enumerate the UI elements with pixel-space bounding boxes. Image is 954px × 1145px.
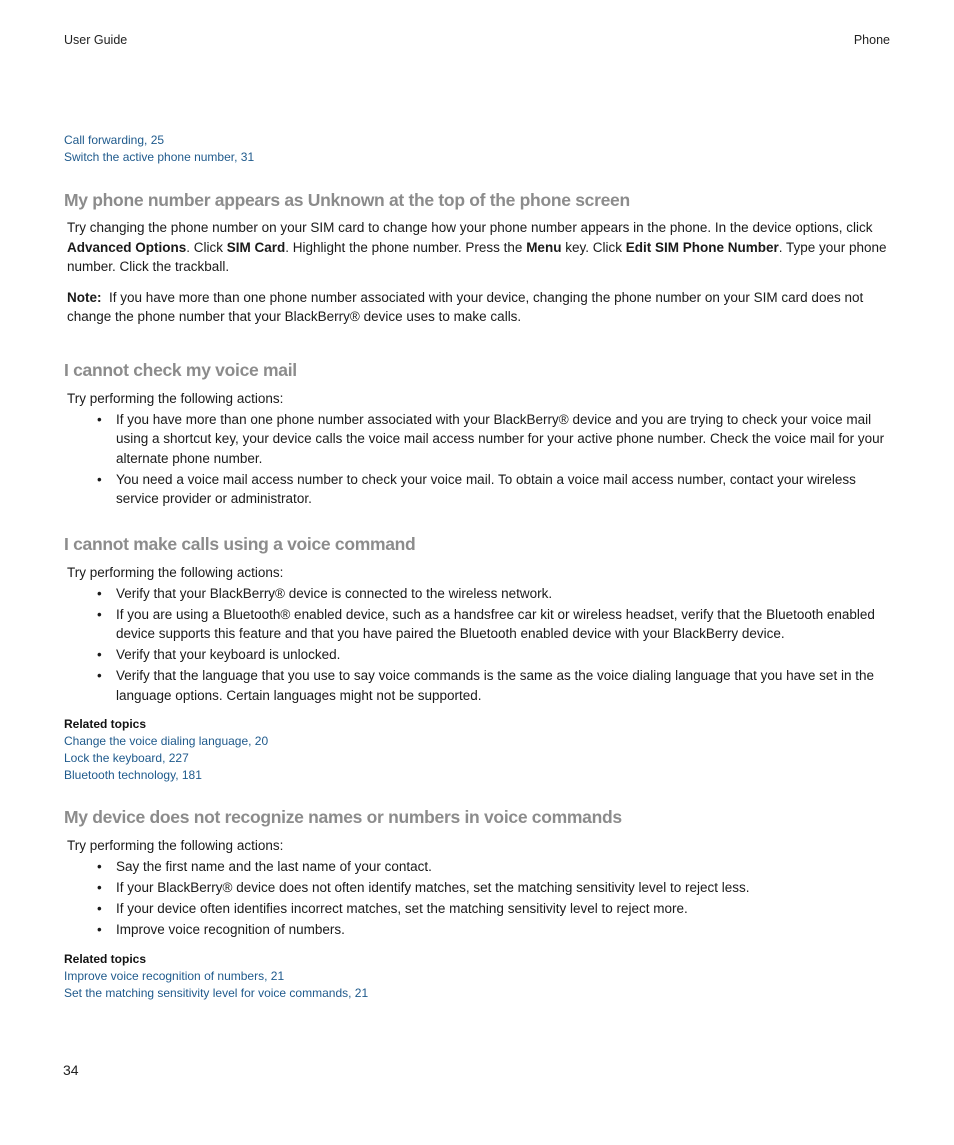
heading-voice-recognition: My device does not recognize names or numbers in voice commands <box>64 807 622 827</box>
list-item <box>64 470 892 509</box>
list-item-text: Say the first name and the last name of your contact. <box>116 859 432 874</box>
related-topics-heading: Related topics <box>64 951 147 966</box>
text: . Click <box>186 239 227 255</box>
list-item <box>64 645 892 665</box>
list-item-text: If you have more than one phone number associated with your BlackBerry® device and you are trying to check your voice mail using a shortcut key, your device calls the voice mail access number for your active phone number. Check the voice mail for your alternate phone number. <box>116 411 885 466</box>
link-change-voice-dialing-language[interactable]: Change the voice dialing language, 20 <box>64 734 269 748</box>
heading-voice-command: I cannot make calls using a voice command <box>64 533 416 554</box>
list-item-text: You need a voice mail access number to check your voice mail. To obtain a voice mail access number, contact your wireless service provider or administrator. <box>116 471 856 506</box>
note-text: If you have more than one phone number associated with your device, changing the phone number on your SIM card does not change the phone number that your BlackBerry® device uses to make calls. <box>67 289 867 324</box>
intro-voice-recognition: Try performing the following actions: <box>67 838 284 853</box>
note-paragraph <box>64 288 892 327</box>
list-item <box>64 410 892 469</box>
paragraph-unknown-number <box>64 218 892 277</box>
bullet: • <box>97 606 102 622</box>
link-improve-voice-recognition[interactable]: Improve voice recognition of numbers, 21 <box>64 968 285 983</box>
related-topics-heading: Related topics <box>64 717 147 731</box>
link-bluetooth-technology[interactable]: Bluetooth technology, 181 <box>64 768 202 782</box>
intro-voice-command: Try performing the following actions: <box>67 564 284 580</box>
list-item-text: If your BlackBerry® device does not often identify matches, set the matching sensitivity level to reject less. <box>116 880 750 895</box>
bullet: • <box>97 471 102 487</box>
heading-voice-mail: I cannot check my voice mail <box>64 359 297 380</box>
list-item <box>64 584 892 604</box>
list-item-text: Verify that your BlackBerry® device is connected to the wireless network. <box>116 585 553 601</box>
text: Try changing the phone number on your SIM card to change how your phone number appears in the phone. In the device options, click <box>67 220 873 235</box>
list-voice-recognition <box>64 857 892 940</box>
list-item-text: Verify that the language that you use to say voice commands is the same as the voice dialing language that you have set in the language options. Certain languages might not be supported. <box>116 668 874 703</box>
list-item-text: Verify that your keyboard is unlocked. <box>116 647 341 662</box>
bullet: • <box>97 922 102 937</box>
heading-unknown-number: My phone number appears as Unknown at the top of the phone screen <box>64 190 630 210</box>
link-lock-keyboard[interactable]: Lock the keyboard, 227 <box>64 751 189 765</box>
page-content <box>64 132 892 1002</box>
list-item <box>64 920 892 940</box>
list-item-text: If your device often identifies incorrect matches, set the matching sensitivity level to reject more. <box>116 901 688 916</box>
bullet: • <box>97 880 102 895</box>
bullet: • <box>97 585 102 601</box>
list-voice-mail <box>64 410 892 509</box>
bold-sim-card: SIM Card <box>226 239 286 255</box>
list-item <box>64 666 892 705</box>
list-item <box>64 605 892 644</box>
bullet: • <box>97 411 102 427</box>
intro-voice-mail: Try performing the following actions: <box>67 390 284 406</box>
bold-menu: Menu <box>526 239 562 255</box>
bold-advanced-options: Advanced Options <box>67 239 187 255</box>
bullet: • <box>97 859 102 874</box>
bullet: • <box>97 647 102 662</box>
bold-edit-sim-number: Edit SIM Phone Number <box>625 239 779 255</box>
text: key. Click <box>561 239 626 255</box>
link-matching-sensitivity[interactable]: Set the matching sensitivity level for voice commands, 21 <box>64 985 369 1000</box>
list-item-text: If you are using a Bluetooth® enabled device, such as a handsfree car kit or wireless headset, verify that the Bluetooth enabled device supports this feature and that you have paired the Bluetooth enabled device with your BlackBerry device. <box>116 606 875 641</box>
list-item <box>64 878 892 898</box>
link-call-forwarding[interactable]: Call forwarding, 25 <box>64 133 165 147</box>
text: . Highlight the phone number. Press the <box>285 239 527 255</box>
running-header-right: Phone <box>853 33 890 47</box>
note-label: Note: <box>67 289 102 305</box>
list-item <box>64 899 892 919</box>
bullet: • <box>97 668 102 683</box>
list-item <box>64 857 892 877</box>
list-voice-command <box>64 584 892 706</box>
running-header-left: User Guide <box>64 33 128 47</box>
page-number: 34 <box>63 1062 79 1078</box>
list-item-text: Improve voice recognition of numbers. <box>116 922 345 937</box>
link-switch-active-number[interactable]: Switch the active phone number, 31 <box>64 150 255 164</box>
bullet: • <box>97 901 102 916</box>
text: . Type your phone number. Click the trackball. <box>67 239 887 274</box>
